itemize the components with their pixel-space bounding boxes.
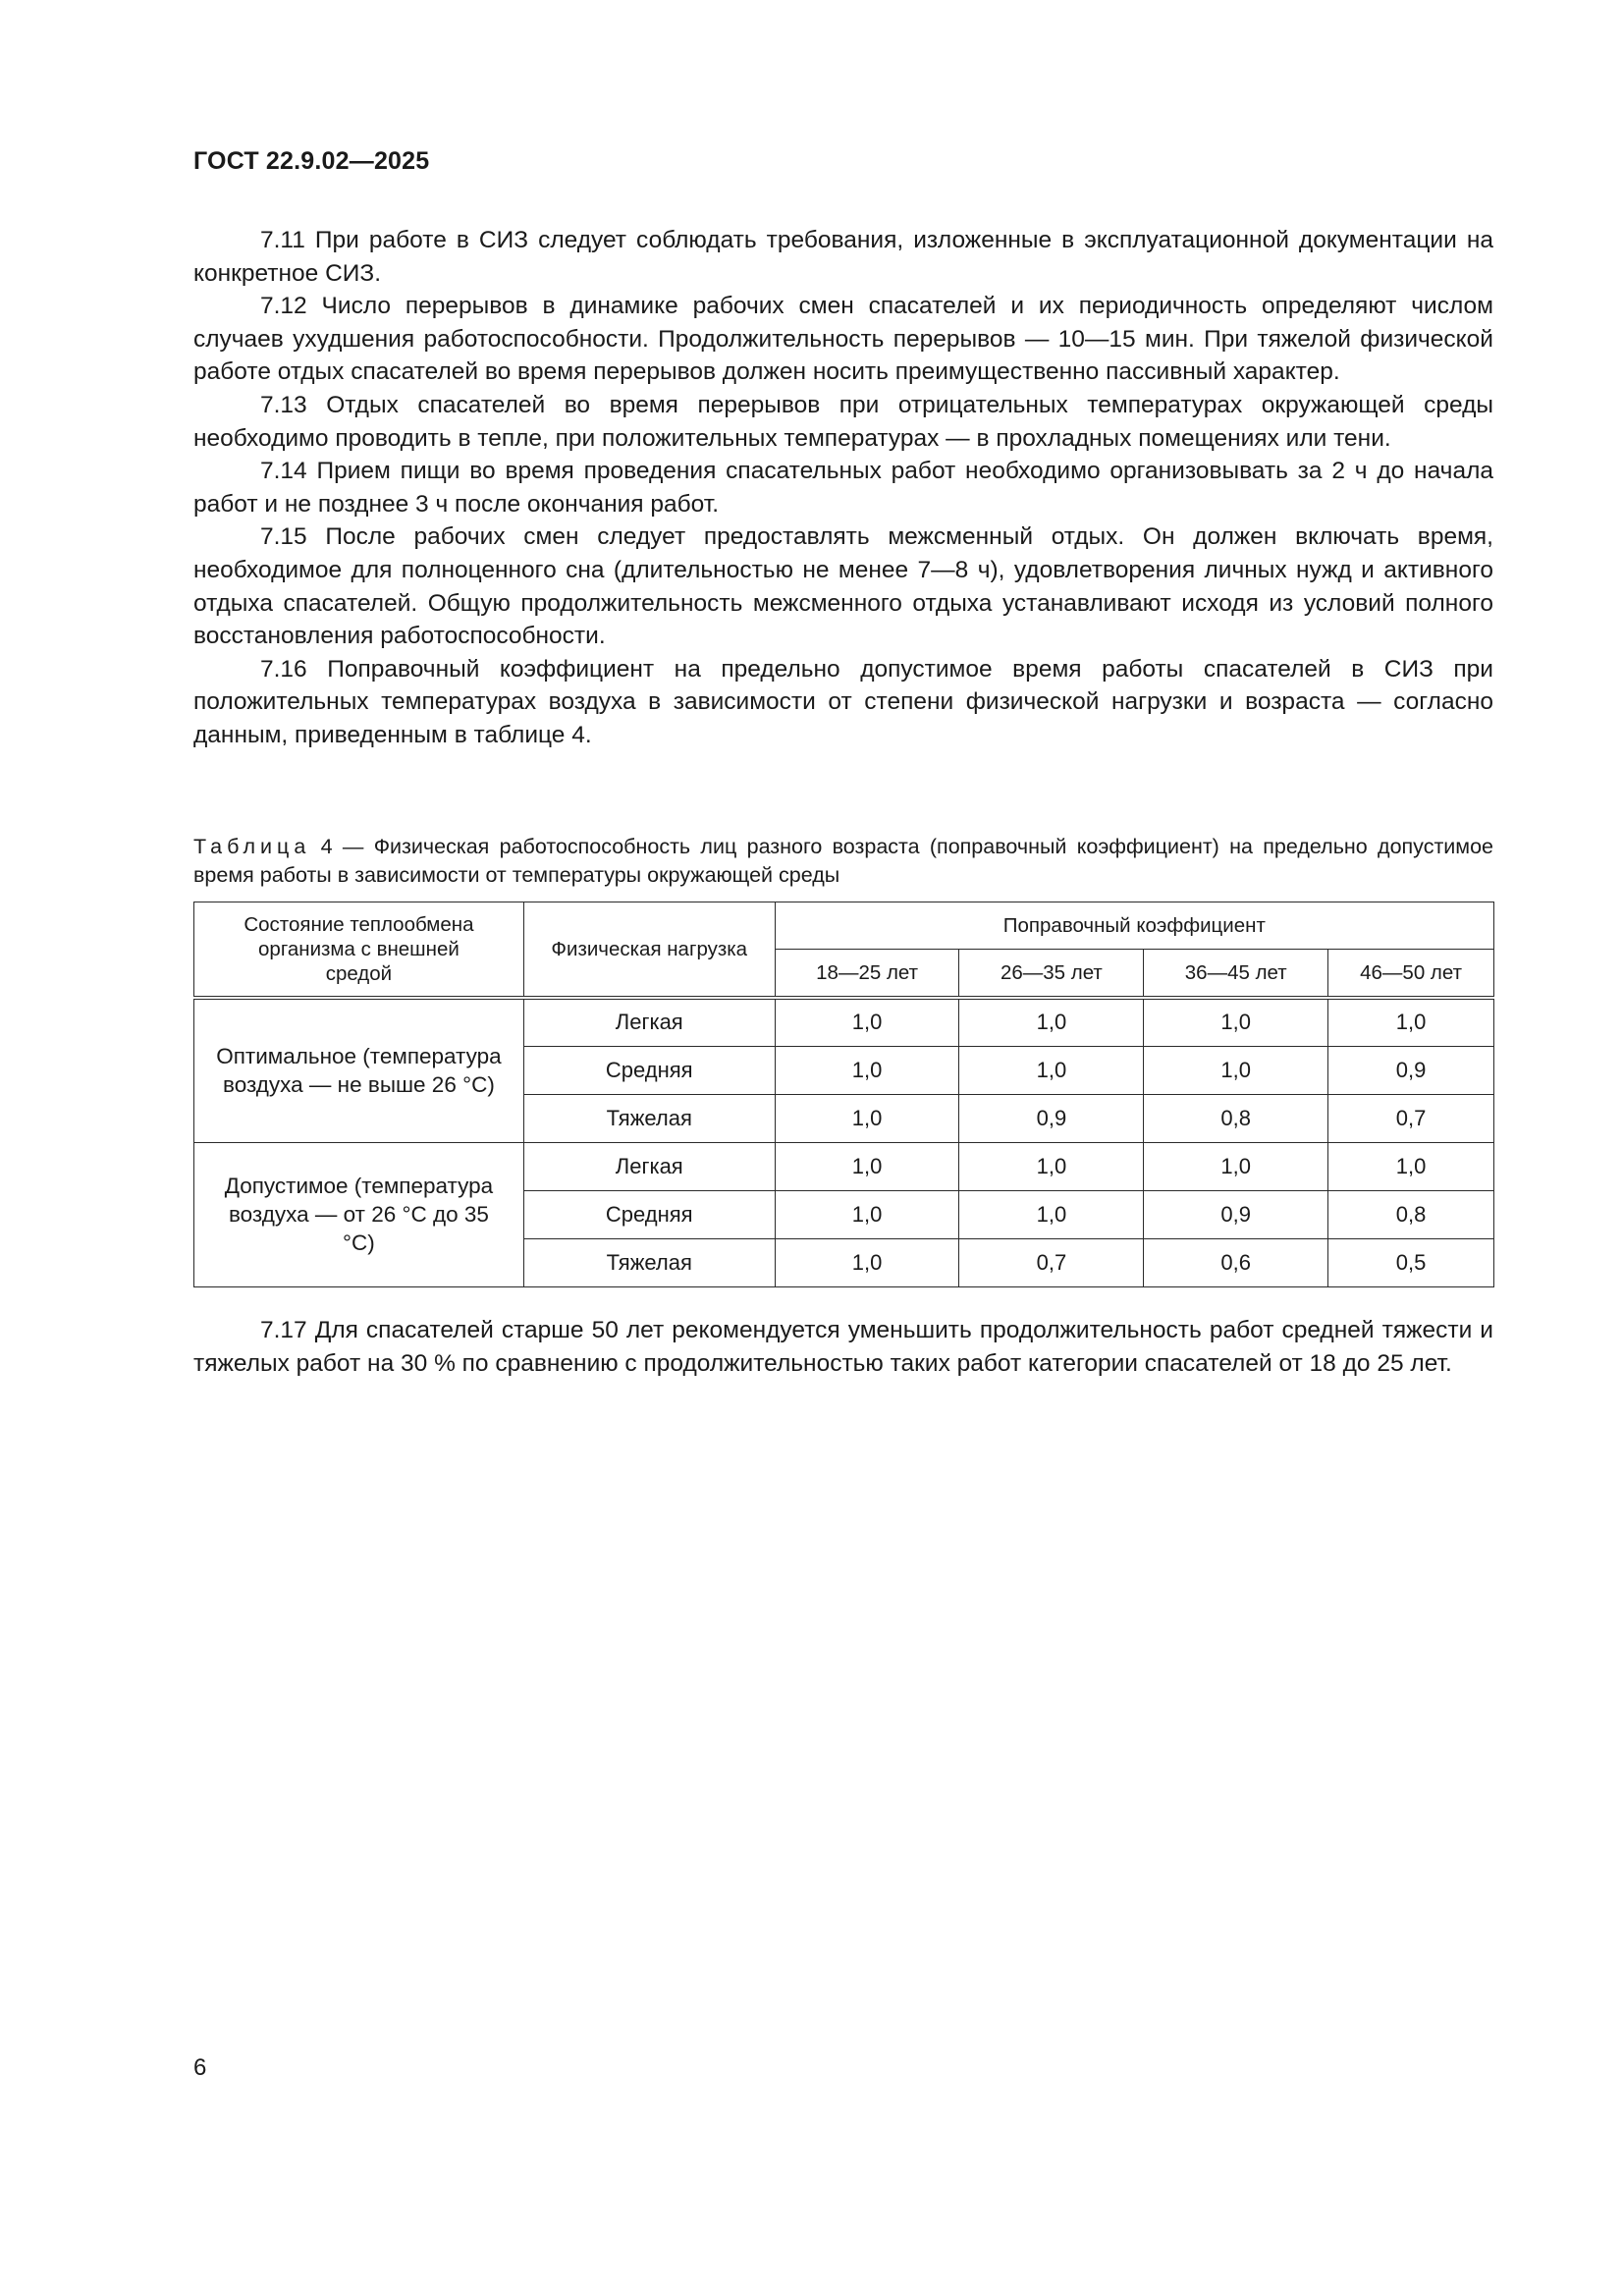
value-cell: 1,0 xyxy=(959,998,1144,1046)
value-cell: 1,0 xyxy=(775,1238,959,1286)
paragraph-7-16: 7.16 Поправочный коэффициент на предельно допустимое время работы спасателей в СИЗ при положительных температурах воздуха в зависимости от степени физической нагрузки и возраста — согласно данным, приведенным в таблице 4. xyxy=(193,655,1493,748)
header-age-26-35: 26—35 лет xyxy=(959,950,1144,999)
header-age-18-25: 18—25 лет xyxy=(775,950,959,999)
value-cell: 1,0 xyxy=(959,1046,1144,1094)
value-cell: 1,0 xyxy=(775,1094,959,1142)
header-age-36-45: 36—45 лет xyxy=(1144,950,1328,999)
paragraph-7-12: 7.12 Число перерывов в динамике рабочих смен спасателей и их периодичность определяют числом случаев ухудшения работоспособности. Продолжительность перерывов — 10—15 мин. При тяжелой физической работе отдых спасателей во время перерывов должен носить преимущественно пассивный характер. xyxy=(193,293,1493,386)
table-caption xyxy=(193,833,1493,890)
load-cell: Легкая xyxy=(523,1142,775,1190)
paragraph-7-17-text: 7.17 Для спасателей старше 50 лет рекомендуется уменьшить продолжительность работ средней тяжести и тяжелых работ на 30 % по сравнению с продолжительностью таких работ категории спасателей от 18 до 25 лет. xyxy=(193,1317,1493,1377)
table-caption-text: 4 — Физическая работоспособность лиц разного возраста (поправочный коэффициент) на предельно допустимое время работы в зависимости от температуры окружающей среды xyxy=(193,835,1493,887)
paragraph-7-15: 7.15 После рабочих смен следует предоставлять межсменный отдых. Он должен включать время, необходимое для полноценного сна (длительностью не менее 7—8 ч), удовлетворения личных нужд и активного отдыха спасателей. Общую продолжительность межсменного отдыха устанавливают исходя из условий полного восстановления работоспособности. xyxy=(193,523,1493,650)
value-cell: 0,8 xyxy=(1144,1094,1328,1142)
value-cell: 0,6 xyxy=(1144,1238,1328,1286)
header-age-46-50: 46—50 лет xyxy=(1328,950,1494,999)
body-text xyxy=(193,224,1493,752)
load-cell: Средняя xyxy=(523,1190,775,1238)
value-cell: 0,5 xyxy=(1328,1238,1494,1286)
value-cell: 0,7 xyxy=(1328,1094,1494,1142)
value-cell: 0,9 xyxy=(1328,1046,1494,1094)
value-cell: 1,0 xyxy=(775,1142,959,1190)
page-number: 6 xyxy=(193,2054,207,2081)
paragraph-7-13: 7.13 Отдых спасателей во время перерывов при отрицательных температурах окружающей среды необходимо проводить в тепле, при положительных температурах — в прохладных помещениях или тени. xyxy=(193,391,1493,452)
state-permissible: Допустимое (температура воздуха — от 26 °C до 35 °C) xyxy=(194,1142,524,1286)
value-cell: 1,0 xyxy=(775,998,959,1046)
value-cell: 0,8 xyxy=(1328,1190,1494,1238)
value-cell: 0,9 xyxy=(959,1094,1144,1142)
value-cell: 0,9 xyxy=(1144,1190,1328,1238)
value-cell: 1,0 xyxy=(1144,1046,1328,1094)
state-optimal: Оптимальное (температура воздуха — не выше 26 °C) xyxy=(194,998,524,1142)
document-header: ГОСТ 22.9.02—2025 xyxy=(193,147,430,175)
value-cell: 1,0 xyxy=(1328,998,1494,1046)
value-cell: 0,7 xyxy=(959,1238,1144,1286)
table-row xyxy=(194,998,1494,1046)
paragraph-7-11: 7.11 При работе в СИЗ следует соблюдать требования, изложенные в эксплуатационной документации на конкретное СИЗ. xyxy=(193,227,1493,287)
load-cell: Тяжелая xyxy=(523,1238,775,1286)
header-state: Состояние теплообмена организма с внешней средой xyxy=(194,902,524,999)
paragraph-7-14: 7.14 Прием пищи во время проведения спасательных работ необходимо организовывать за 2 ч до начала работ и не позднее 3 ч после окончания работ. xyxy=(193,458,1493,518)
value-cell: 1,0 xyxy=(1328,1142,1494,1190)
load-cell: Легкая xyxy=(523,998,775,1046)
value-cell: 1,0 xyxy=(1144,998,1328,1046)
paragraph-7-17 xyxy=(193,1314,1493,1380)
correction-coefficient-table xyxy=(193,902,1494,1287)
value-cell: 1,0 xyxy=(959,1142,1144,1190)
table-caption-label: Таблица xyxy=(193,835,311,858)
header-load: Физическая нагрузка xyxy=(523,902,775,999)
value-cell: 1,0 xyxy=(775,1190,959,1238)
header-coefficient: Поправочный коэффициент xyxy=(775,902,1493,950)
value-cell: 1,0 xyxy=(775,1046,959,1094)
load-cell: Тяжелая xyxy=(523,1094,775,1142)
load-cell: Средняя xyxy=(523,1046,775,1094)
value-cell: 1,0 xyxy=(1144,1142,1328,1190)
value-cell: 1,0 xyxy=(959,1190,1144,1238)
table-row xyxy=(194,1142,1494,1190)
